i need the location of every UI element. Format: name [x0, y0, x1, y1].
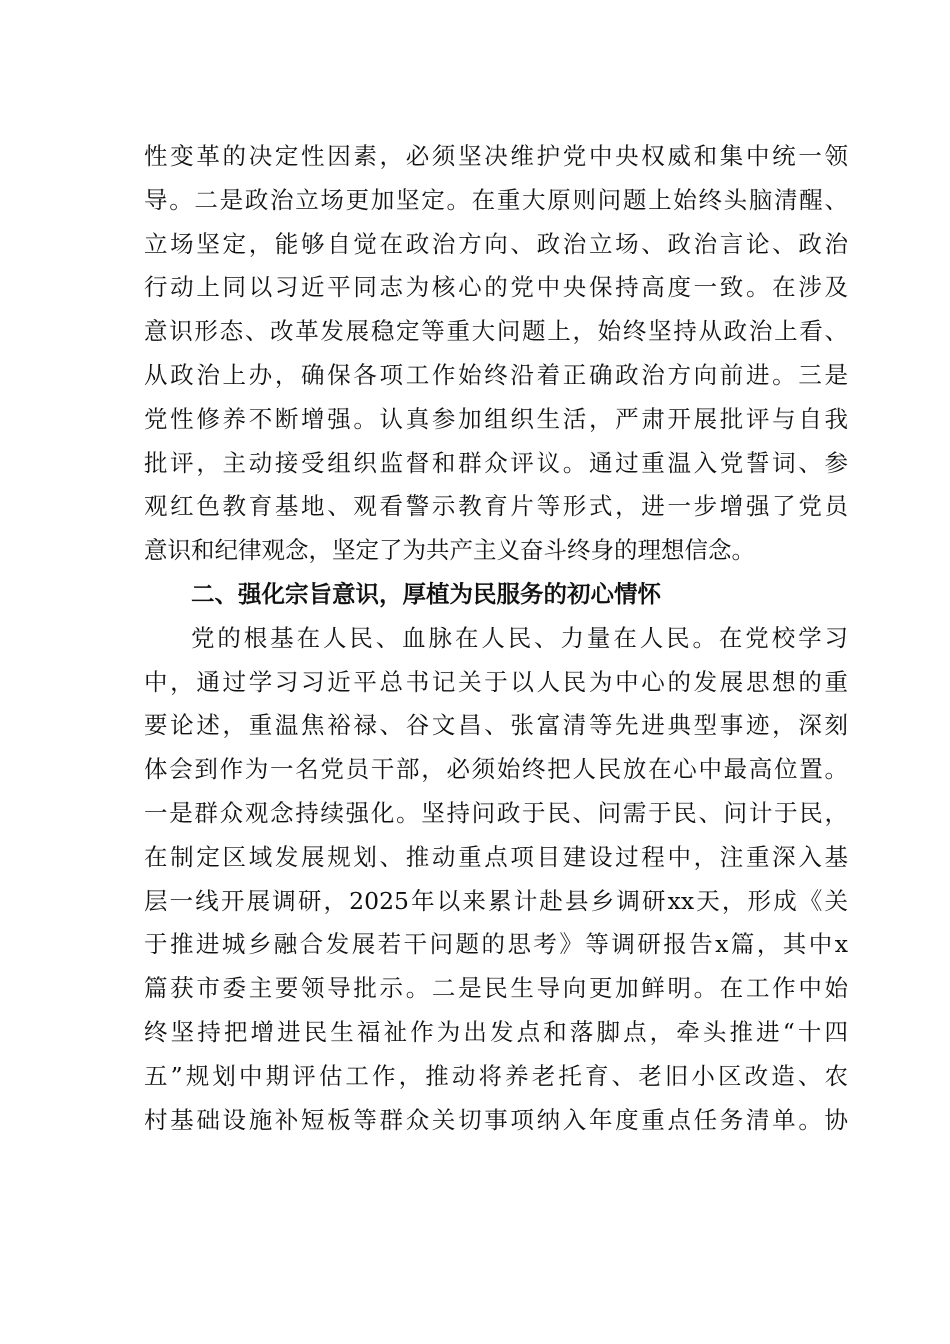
paragraph-first-line: 党的根基在人民、血脉在人民、力量在人民。在党校学习 — [191, 623, 848, 652]
section-heading: 二、强化宗旨意识，厚植为民服务的初心情怀 — [191, 579, 661, 608]
body-text — [144, 135, 848, 1142]
text-line: 村基础设施补短板等群众关切事项纳入年度重点任务清单。协 — [144, 1105, 848, 1134]
text-line: 中，通过学习习近平总书记关于以人民为中心的发展思想的重 — [144, 667, 848, 696]
text-line: 意识形态、改革发展稳定等重大问题上，始终坚持从政治上看、 — [144, 317, 848, 346]
text-line: 意识和纪律观念，坚定了为共产主义奋斗终身的理想信念。 — [144, 536, 755, 565]
text-line: 五”规划中期评估工作，推动将养老托育、老旧小区改造、农 — [144, 1061, 848, 1090]
text-line: 党性修养不断增强。认真参加组织生活，严肃开展批评与自我 — [144, 404, 848, 433]
text-line: 要论述，重温焦裕禄、谷文昌、张富清等先进典型事迹，深刻 — [144, 711, 848, 740]
text-line: 于推进城乡融合发展若干问题的思考》等调研报告x篇，其中x — [144, 930, 848, 959]
text-line: 性变革的决定性因素，必须坚决维护党中央权威和集中统一领 — [144, 142, 848, 170]
text-line: 体会到作为一名党员干部，必须始终把人民放在心中最高位置。 — [144, 755, 848, 784]
text-line: 从政治上办，确保各项工作始终沿着正确政治方向前进。三是 — [144, 360, 848, 389]
text-line: 导。二是政治立场更加坚定。在重大原则问题上始终头脑清醒、 — [144, 185, 848, 214]
text-line: 批评，主动接受组织监督和群众评议。通过重温入党誓词、参 — [144, 448, 848, 477]
text-line: 行动上同以习近平同志为核心的党中央保持高度一致。在涉及 — [144, 273, 848, 302]
text-line: 一是群众观念持续强化。坚持问政于民、问需于民、问计于民， — [144, 798, 848, 827]
text-line: 在制定区域发展规划、推动重点项目建设过程中，注重深入基 — [144, 842, 848, 871]
text-line: 层一线开展调研，2025年以来累计赴县乡调研xx天，形成《关 — [144, 886, 848, 915]
text-line: 立场坚定，能够自觉在政治方向、政治立场、政治言论、政治 — [144, 229, 848, 258]
text-line: 终坚持把增进民生福祉作为出发点和落脚点，牵头推进“十四 — [144, 1017, 848, 1046]
text-line: 观红色教育基地、观看警示教育片等形式，进一步增强了党员 — [144, 492, 848, 521]
text-line: 篇获市委主要领导批示。二是民生导向更加鲜明。在工作中始 — [144, 974, 848, 1003]
